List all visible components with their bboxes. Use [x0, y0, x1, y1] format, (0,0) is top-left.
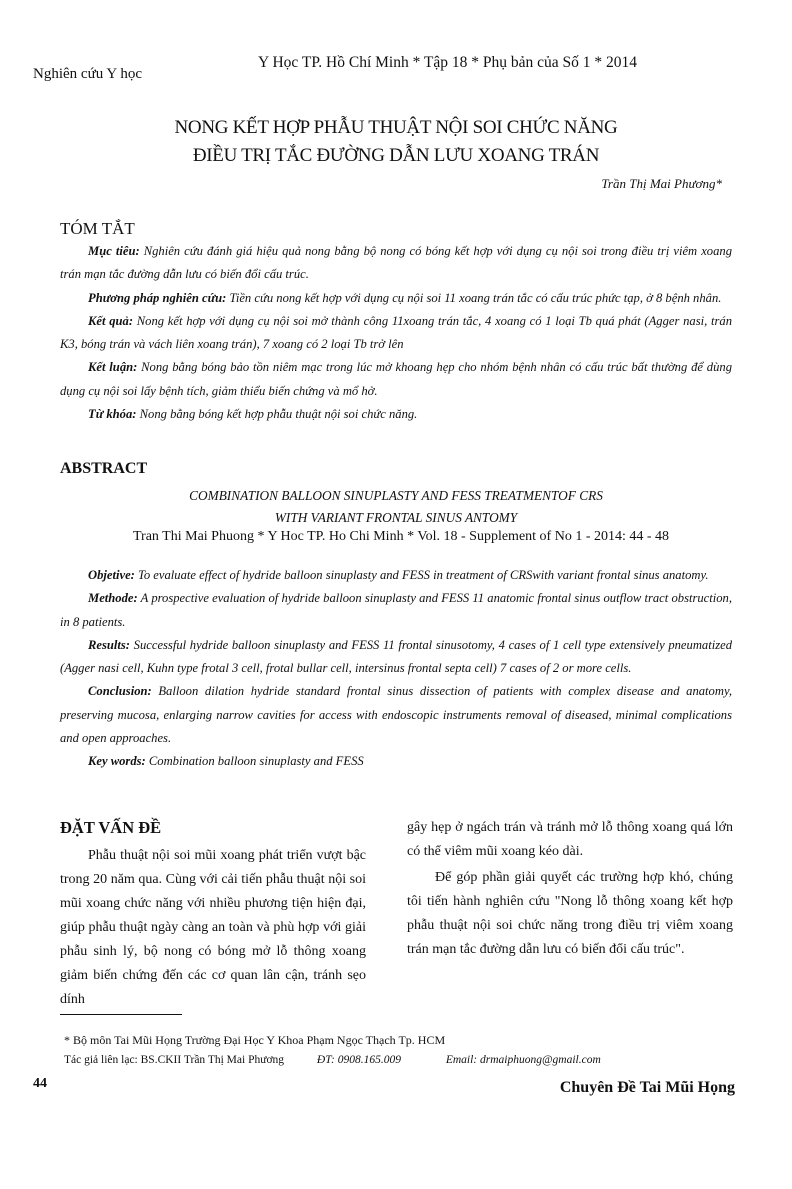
abstract-objective — [60, 564, 732, 587]
text: A prospective evaluation of hydride balloon sinuplasty and FESS 11 anatomic frontal sinus outflow tract obstruction, in 8 patients. — [60, 591, 732, 629]
contact-label: Tác giả liên lạc: BS.CKII Trần Thị Mai Phương — [64, 1054, 285, 1066]
footnote-affiliation: * Bộ môn Tai Mũi Họng Trường Đại Học Y Khoa Phạm Ngọc Thạch Tp. HCM — [64, 1033, 446, 1047]
english-title-line-1: COMBINATION BALLOON SINUPLASTY AND FESS TREATMENTOF CRS — [189, 488, 603, 503]
intro-right-column — [407, 816, 733, 962]
label: Phương pháp nghiên cứu: — [88, 290, 227, 305]
tomtat-keywords — [60, 403, 732, 426]
text: Combination balloon sinuplasty and FESS — [145, 754, 364, 769]
author: Trần Thị Mai Phương* — [601, 176, 722, 191]
text: Successful hydride balloon sinuplasty and FESS 11 frontal sinusotomy, 4 cases of 1 cell type extensively pneumatized (Agger nasi cell, Kuhn type frotal 3 cell, frotal bullar cell, intersinus frontal septa cell) 7 cases of 2 or more cells. — [60, 637, 732, 676]
footnote-rule — [60, 1014, 182, 1015]
intro-heading: ĐẶT VẤN ĐỀ — [60, 818, 162, 837]
intro-left-column — [60, 844, 366, 1012]
text: Nong kết hợp với dụng cụ nội soi mở thành công 11xoang trán tắc, 4 xoang có 1 loại Tb quá phát (Agger nasi, trán K3, bóng trán và vách liên xoang trán), 7 xoang có 2 loại Tb trở lên — [60, 313, 732, 352]
citation: Tran Thi Mai Phuong * Y Hoc TP. Ho Chi Minh * Vol. 18 - Supplement of No 1 - 2014: 44 - 48 — [133, 529, 670, 544]
label: Kết luận: — [88, 360, 138, 375]
title-line-2: ĐIỀU TRỊ TẮC ĐƯỜNG DẪN LƯU XOANG TRÁN — [192, 145, 600, 166]
label: Conclusion: — [88, 684, 152, 699]
english-title — [0, 485, 792, 529]
abstract-conclusion — [60, 680, 732, 750]
intro-paragraph-1-cont: gây hẹp ở ngách trán và tránh mở lỗ thông xoang quá lớn có thể viêm mũi xoang kéo dài. — [407, 820, 733, 859]
tomtat-results — [60, 310, 732, 357]
label: Methode: — [88, 591, 138, 606]
text: Tiền cứu nong kết hợp với dụng cụ nội soi 11 xoang trán tắc có cấu trúc phức tạp, ở 8 bệnh nhân. — [226, 290, 722, 305]
article-title — [0, 114, 792, 170]
page-number: 44 — [33, 1076, 47, 1091]
abstract-method — [60, 587, 732, 634]
text: Nghiên cứu đánh giá hiệu quả nong bằng bộ nong có bóng kết hợp với dụng cụ nội soi trong điều trị viêm xoang trán mạn tắc đường dẫn lưu có biến đổi cấu trúc. — [60, 244, 732, 282]
abstract-keywords — [60, 750, 732, 773]
contact-phone: ĐT: 0908.165.009 — [316, 1054, 401, 1066]
intro-paragraph-2: Để góp phần giải quyết các trường hợp khó, chúng tôi tiến hành nghiên cứu "Nong lỗ thông xoang kết hợp phẫu thuật nội soi chức năng trong điều trị viêm xoang trán mạn tắc đường dẫn lưu có biến đổi cấu trúc". — [407, 870, 733, 957]
tomtat-method — [60, 287, 732, 310]
text: Nong bằng bóng bảo tồn niêm mạc trong lúc mở khoang hẹp cho nhóm bệnh nhân có cấu trúc bất thường để dùng dụng cụ nội soi lấy bệnh tích, giảm thiểu biến chứng và mổ hở. — [60, 360, 732, 398]
intro-paragraph-1: Phẫu thuật nội soi mũi xoang phát triển vượt bậc trong 20 năm qua. Cùng với cải tiến phẫu thuật nội soi mũi xoang chức năng với nhiều phương tiện hiện đại, giúp phẫu thuật ngày càng an toàn và phù hợp với giải phẫu sinh lý, bộ nong có bóng mở lỗ thông xoang giảm biến chứng đến các cơ quan lân cận, tránh sẹo dính — [60, 848, 366, 1007]
tomtat-heading: TÓM TẮT — [60, 219, 135, 238]
label: Kết quả: — [88, 313, 134, 328]
label: Mục tiêu: — [88, 244, 140, 258]
label: Từ khóa: — [88, 407, 137, 422]
label: Key words: — [88, 754, 146, 769]
english-title-line-2: WITH VARIANT FRONTAL SINUS ANTOMY — [274, 510, 518, 525]
label: Results: — [88, 637, 130, 652]
text: Nong bằng bóng kết hợp phẫu thuật nội soi chức năng. — [136, 407, 418, 422]
tomtat-conclusion — [60, 356, 732, 403]
running-header-left: Nghiên cứu Y học — [33, 66, 143, 82]
abstract-results — [60, 634, 732, 681]
running-header-right: Y Học TP. Hồ Chí Minh * Tập 18 * Phụ bản của Số 1 * 2014 — [258, 54, 638, 71]
text: Balloon dilation hydride standard frontal sinus dissection of patients with complex disease and anatomy, preserving mucosa, enlarging narrow cavities for access with endoscopic instruments removal of diseased, minimal complications and open approaches. — [60, 684, 732, 746]
label: Objetive: — [88, 568, 135, 582]
title-line-1: NONG KẾT HỢP PHẪU THUẬT NỘI SOI CHỨC NĂNG — [174, 117, 618, 138]
text: To evaluate effect of hydride balloon sinuplasty and FESS in treatment of CRSwith variant frontal sinus anatomy. — [134, 568, 709, 582]
abstract-body — [60, 564, 732, 774]
footer-section: Chuyên Đề Tai Mũi Họng — [559, 1079, 735, 1096]
abstract-heading: ABSTRACT — [60, 460, 148, 477]
footnote-contact — [64, 1054, 601, 1066]
contact-email: Email: drmaiphuong@gmail.com — [445, 1054, 601, 1066]
tomtat-body — [60, 240, 732, 426]
tomtat-objective — [60, 240, 732, 287]
